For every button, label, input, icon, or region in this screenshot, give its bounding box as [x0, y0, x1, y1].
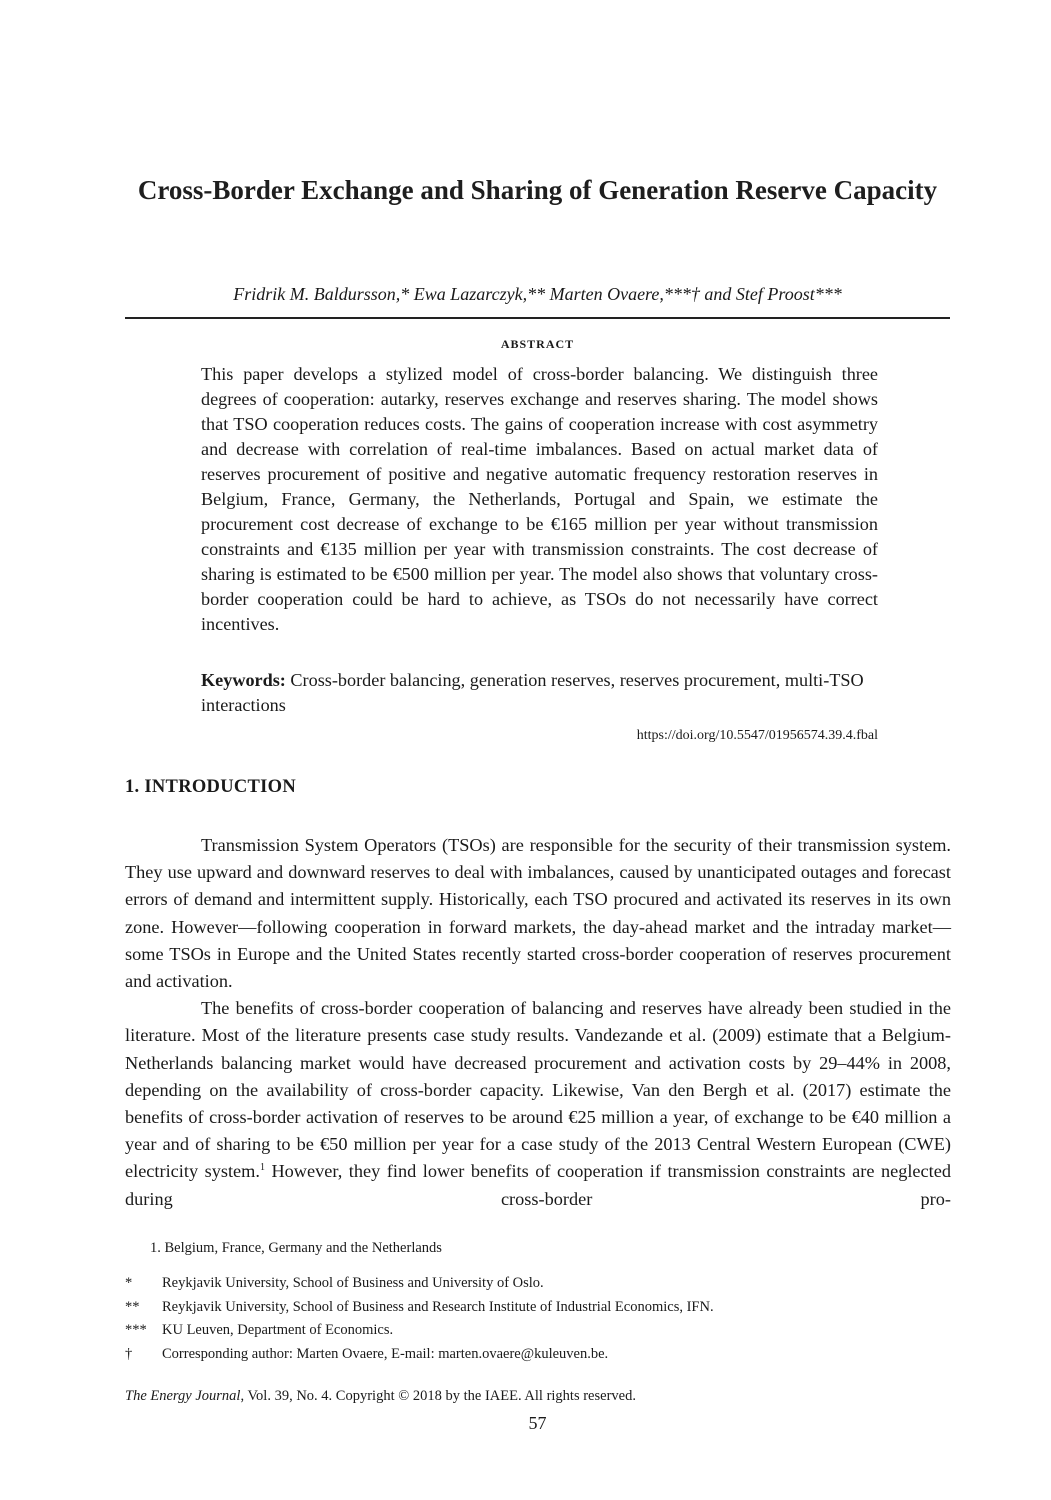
affiliation-mark: **	[125, 1298, 140, 1315]
author-list: Fridrik M. Baldursson,* Ewa Lazarczyk,** Marten Ovaere,***† and Stef Proost***	[233, 284, 842, 304]
paragraph-text: The benefits of cross-border cooperation of balancing and reserves have already been studied in the literature. Most of the literature presents case study results. Vandezande et al. (2009) estimate that a Belgium-Netherlands balancing market would have decreased procurement and activation costs by 29–44% in 2008, depending on the availability of cross-border capacity. Likewise, Van den Bergh et al. (2017) estimate the benefits of cross-border activation of reserves to be around €25 million a year, of exchange to be €40 million a year and of sharing to be €50 million per year for a case study of the 2013 Central Western European (CWE) electricity system.	[125, 998, 951, 1182]
affiliations	[125, 1272, 951, 1366]
keywords-list: Cross-border balancing, generation reserves, reserves procurement, multi-TSO interactions	[201, 670, 864, 715]
journal-name: The Energy Journal	[125, 1388, 241, 1404]
keywords	[201, 668, 878, 718]
affiliation-row	[125, 1296, 951, 1320]
abstract-body	[201, 362, 878, 637]
section-heading: 1. INTRODUCTION	[125, 777, 297, 797]
journal-details: , Vol. 39, No. 4. Copyright © 2018 by the IAEE. All rights reserved.	[240, 1388, 636, 1404]
affiliation-mark: ***	[125, 1322, 147, 1338]
paragraph	[125, 995, 951, 1213]
affiliation-text: Reykjavik University, School of Business and University of Oslo.	[162, 1275, 544, 1291]
paragraph-text-continued: However, they find lower benefits of cooperation if transmission constraints are neglected during cross-border pro-	[125, 1161, 951, 1209]
affiliation-text: Reykjavik University, School of Business and Research Institute of Industrial Economics, IFN.	[162, 1298, 714, 1315]
affiliation-row	[125, 1319, 951, 1343]
affiliation-row	[125, 1272, 951, 1296]
keywords-label: Keywords:	[201, 670, 286, 690]
abstract-heading: ABSTRACT	[500, 337, 575, 351]
paragraph: Transmission System Operators (TSOs) are responsible for the security of their transmission system. They use upward and downward reserves to deal with imbalances, caused by unanticipated outages and forecast errors of demand and intermittent supply. Historically, each TSO procured and activated its reserves in its own zone. However—following cooperation in forward markets, the day-ahead market and the intraday market—some TSOs in Europe and the United States recently started cross-border cooperation of reserves procurement and activation.	[125, 835, 951, 992]
footnote-reference[interactable]: 1	[259, 1162, 265, 1174]
abstract-text: This paper develops a stylized model of cross-border balancing. We distinguish three degrees of cooperation: autarky, reserves exchange and reserves sharing. The model shows that TSO cooperation reduces costs. The gains of cooperation increase with cost asymmetry and decrease with correlation of real-time imbalances. Based on actual market data of reserves procurement of positive and negative automatic frequency restoration reserves in Belgium, France, Germany, the Netherlands, Portugal and Spain, we estimate the procurement cost decrease of exchange to be €165 million per year without transmission constraints and €135 million per year with transmission constraints. The cost decrease of sharing is estimated to be €500 million per year. The model also shows that voluntary cross-border cooperation could be hard to achieve, as TSOs do not necessarily have correct incentives.	[201, 364, 878, 634]
affiliation-row	[125, 1343, 951, 1367]
header-divider	[125, 317, 950, 319]
paper-title: Cross-Border Exchange and Sharing of Generation Reserve Capacity	[137, 175, 938, 205]
journal-citation	[125, 1386, 636, 1406]
page-number: 57	[528, 1413, 547, 1433]
introduction-body	[125, 832, 951, 1213]
affiliation-text: KU Leuven, Department of Economics.	[162, 1322, 394, 1338]
affiliation-mark: †	[125, 1345, 133, 1362]
affiliation-text: Corresponding author: Marten Ovaere, E-mail: marten.ovaere@kuleuven.be.	[162, 1345, 609, 1362]
footnote: 1. Belgium, France, Germany and the Netherlands	[150, 1240, 442, 1256]
doi-link[interactable]: https://doi.org/10.5547/01956574.39.4.fbal	[636, 728, 878, 743]
affiliation-mark: *	[125, 1275, 133, 1291]
